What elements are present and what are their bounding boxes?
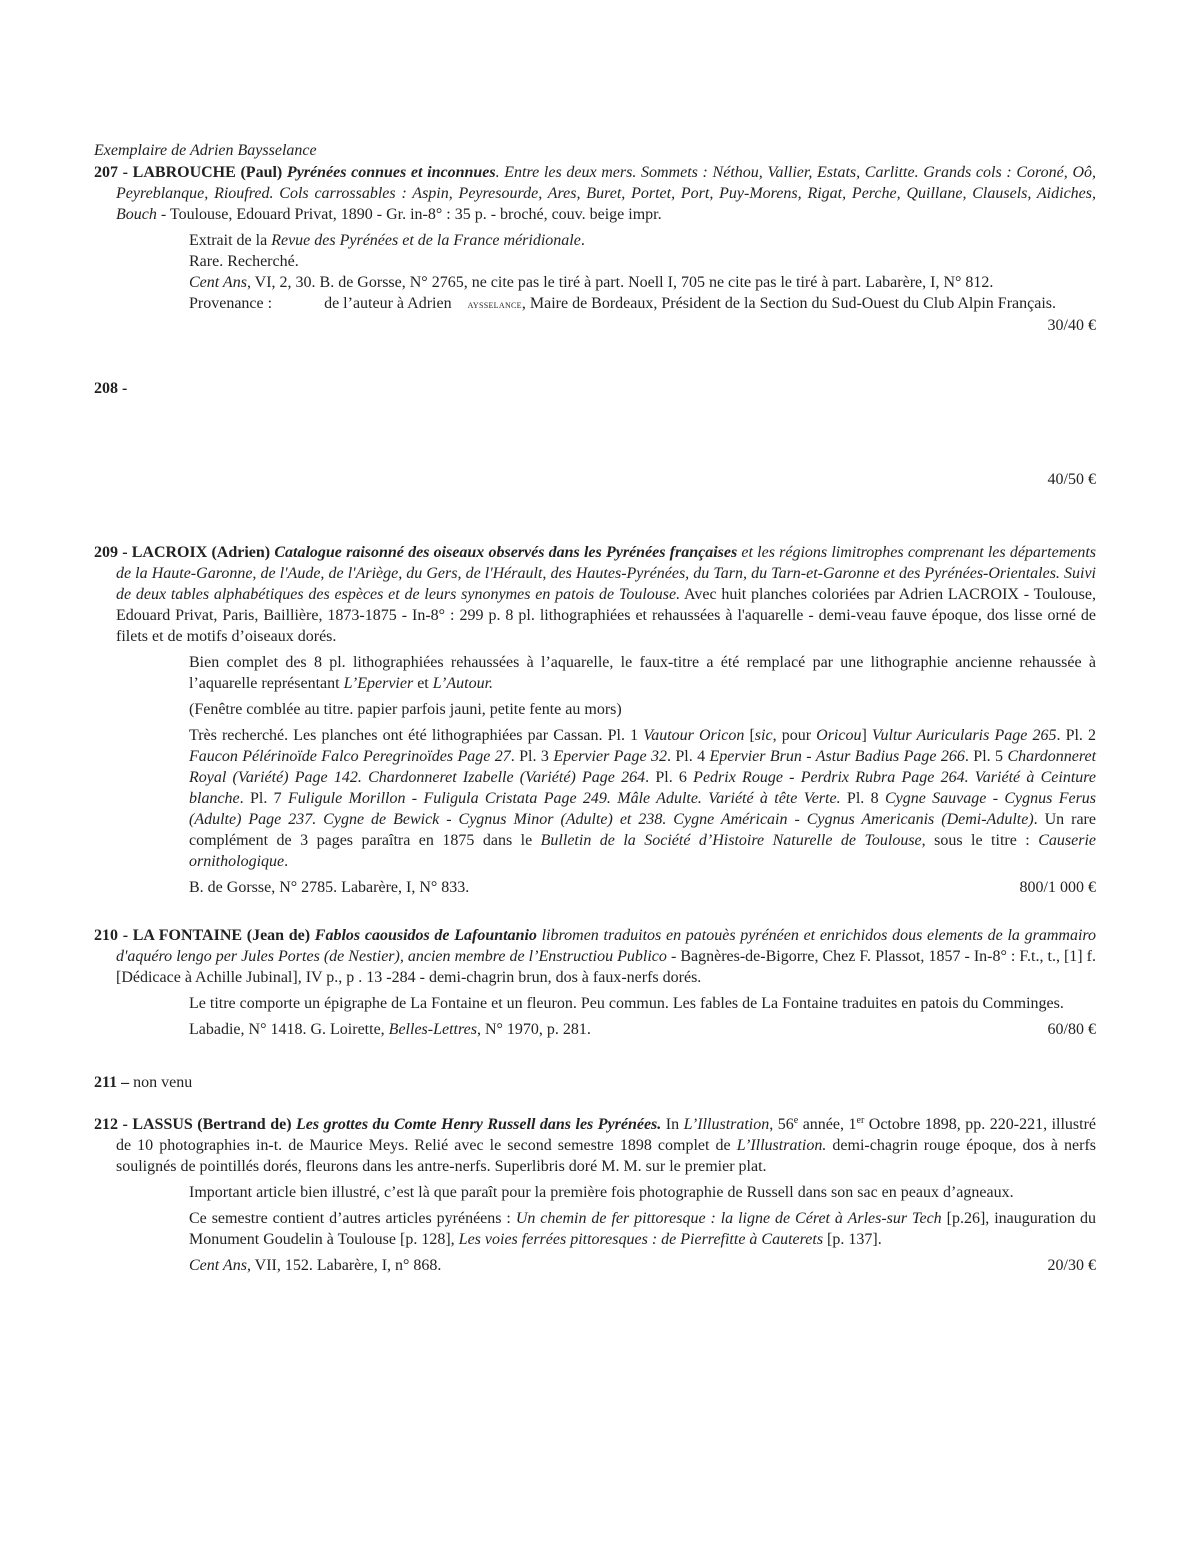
lot-bibliography: Cent Ans, VII, 152. Labarère, I, n° 868. <box>189 1257 442 1274</box>
lot-price: 30/40 € <box>1047 317 1096 334</box>
lot-plates-description: Très recherché. Les planches ont été lithographiées par Cassan. Pl. 1 Vautour Oricon [sic, pour Oricou] Vultur Auricularis Page 265. Pl. 2 Faucon Pélérinoïde Falco Peregrinoïdes Page 27. Pl. 3 Epervier Page 32. Pl. 4 Epervier Brun - Astur Badius Page 266. Pl. 5 Chardonneret Royal (Variété) Page 142. Chardonneret Izabelle (Variété) Page 264. Pl. 6 Pedrix Rouge - Perdrix Rubra Page 264. Variété à Ceinture blanche. Pl. 7 Fuligule Morillon - Fuligula Cristata Page 249. Mâle Adulte. Variété à tête Verte. Pl. 8 Cygne Sauvage - Cygnus Ferus (Adulte) Page 237. Cygne de Bewick - Cygnus Minor (Adulte) et 238. Cygne Américain - Cygnus Americanis (Demi-Adulte). Un rare complément de 3 pages paraîtra en 1875 dans le Bulletin de la Société d’Histoire Naturelle de Toulouse, sous le titre : Causerie ornithologique. <box>189 727 1097 870</box>
lot-note: Ce semestre contient d’autres articles pyrénéens : Un chemin de fer pittoresque : la ligne de Céret à Arles-sur Tech [p.26], inauguration du Monument Goudelin à Toulouse [p. 128], Les voies ferrées pittoresques : de Pierrefitte à Cauterets [p. 137]. <box>189 1210 1096 1248</box>
lot-title: Fablos caousidos de Lafountanio <box>314 927 537 944</box>
lot-author: LABROUCHE (Paul) <box>132 164 283 181</box>
lot-number: 207 - LABROUCHE (Paul) <box>94 164 283 181</box>
lot-bibliography: B. de Gorsse, N° 2785. Labarère, I, N° 833. <box>189 879 470 896</box>
lot-price: 800/1 000 € <box>1019 879 1096 896</box>
lot-status: non venu <box>133 1074 193 1091</box>
lot-note: Extrait de la Revue des Pyrénées et de la France méridionale. <box>189 232 585 249</box>
lot-bibliography: Labadie, N° 1418. G. Loirette, Belles-Lettres, N° 1970, p. 281. <box>189 1021 591 1038</box>
lot-210 <box>94 925 1096 1040</box>
lot-imprint: Avec huit planches coloriées par Adrien LACROIX - Toulouse, Edouard Privat, Paris, Baillière, 1873-1875 - In-8° : 299 p. 8 pl. lithographiées et rehaussées à l'aquarelle - demi-veau fauve époque, dos lisse orné de filets et de motifs d’oiseaux dorés. <box>116 586 1096 645</box>
lot-imprint: - Toulouse, Edouard Privat, 1890 - Gr. in-8° : 35 p. - broché, couv. beige impr. <box>156 206 662 223</box>
lot-212 <box>94 1114 1096 1276</box>
lot-number: 208 <box>94 380 118 397</box>
lot-price: 40/50 € <box>1047 471 1096 488</box>
lot-208-heading: 208 - <box>94 380 128 397</box>
lot-provenance: Provenance : de l’auteur à Adrien aysselance, Maire de Bordeaux, Président de la Section du Sud-Ouest du Club Alpin Français. <box>189 295 1056 312</box>
lot-number: 210 - LA FONTAINE (Jean de) <box>94 927 311 944</box>
lot-condition: (Fenêtre comblée au titre. papier parfois jauni, petite fente au mors) <box>189 701 622 718</box>
lot-207-heading <box>94 162 1096 225</box>
lot-212-footer <box>189 1255 1096 1276</box>
lot-number: 212 - LASSUS (Bertrand de) <box>94 1116 292 1133</box>
lot-209-heading <box>94 542 1096 647</box>
lot-author: LACROIX (Adrien) <box>131 544 271 561</box>
lot-207 <box>94 162 1096 336</box>
lot-title: Catalogue raisonné des oiseaux observés dans les Pyrénées françaises <box>274 544 738 561</box>
lot-title: Pyrénées connues et inconnues <box>286 164 496 181</box>
lot-212-heading: 212 - LASSUS (Bertrand de) Les grottes du Comte Henry Russell dans les Pyrénées. In L’Illustration, 56e année, 1er Octobre 1898, pp. 220-221, illustré de 10 photographies in-t. de Maurice Meys. Relié avec le second semestre 1898 complet de L’Illustration. demi-chagrin rouge époque, dos à nerfs soulignés de pointillés dorés, fleurons dans les antre-nerfs. Superlibris doré M. M. sur le premier plat. <box>94 1115 1097 1175</box>
lot-209-footer <box>189 877 1096 898</box>
lot-author: LASSUS (Bertrand de) <box>132 1116 292 1133</box>
lot-number: 211 <box>94 1074 118 1091</box>
lot-note: Important article bien illustré, c’est là que paraît pour la première fois photographie de Russell dans son sac en peaux d’agneaux. <box>189 1184 1014 1201</box>
lot-208 <box>94 378 1096 490</box>
lot-210-footer <box>189 1019 1096 1040</box>
lot-210-heading <box>94 925 1096 988</box>
lot-note: Rare. Recherché. <box>189 253 299 270</box>
lot-note: Bien complet des 8 pl. lithographiées rehaussées à l’aquarelle, le faux-titre a été remplacé par une lithographie ancienne rehaussée à l’aquarelle représentant L’Epervier et L’Autour. <box>189 654 1096 692</box>
lot-210-notes <box>189 993 1096 1040</box>
lot-211 <box>94 1072 1096 1093</box>
lot-subtitle: et les régions limitrophes comprenant les départements de la Haute-Garonne, de l'Aude, de l'Ariège, du Gers, de l'Hérault, des Hautes-Pyrénées, du Tarn, du Tarn-et-Garonne et des Pyrénées-Orientales. Suivi de deux tables alphabétiques des espèces et de leurs synonymes en patois de Toulouse. <box>116 544 1097 603</box>
lot-note: Le titre comporte un épigraphe de La Fontaine et un fleuron. Peu commun. Les fables de La Fontaine traduites en patois du Comminges. <box>189 995 1064 1012</box>
lot-price: 20/30 € <box>1047 1257 1096 1274</box>
lot-209 <box>94 542 1096 898</box>
lot-subtitle: libromen traduitos en patouès pyrénéen et enrichidos dous elements de la grammairo d'aquéro lengo per Jules Portes (de Nestier), ancien membre de l’Enstructiou Publico <box>116 927 1097 965</box>
lot-207-notes <box>189 230 1096 336</box>
lot-bibliography: Cent Ans, VI, 2, 30. B. de Gorsse, N° 2765, ne cite pas le tiré à part. Noell I, 705 ne cite pas le tiré à part. Labarère, I, N° 812. <box>189 274 994 291</box>
lot-title: Les grottes du Comte Henry Russell dans les Pyrénées. <box>296 1116 662 1133</box>
lot-number: 209 - LACROIX (Adrien) <box>94 544 271 561</box>
catalogue-page <box>94 140 1096 1276</box>
lot-211-heading: 211 – non venu <box>94 1074 193 1091</box>
lot-author: LA FONTAINE (Jean de) <box>132 927 311 944</box>
lot-imprint: - Bagnères-de-Bigorre, Chez F. Plassot, 1857 - In-8° : F.t., t., [1] f.[Dédicace à Achille Jubinal], IV p., p . 13 -284 - demi-chagrin brun, dos à faux-nerfs dorés. <box>116 948 1096 986</box>
lot-209-notes <box>189 652 1096 898</box>
lot-price: 60/80 € <box>1047 1021 1096 1038</box>
provenance-intro: Exemplaire de Adrien Baysselance <box>94 142 317 159</box>
lot-212-notes <box>189 1182 1096 1276</box>
lot-subtitle: . Entre les deux mers. Sommets : Néthou, Vallier, Estats, Carlitte. Grands cols : Coroné, Oô, Peyreblanque, Rioufred. Cols carrossables : Aspin, Peyresourde, Ares, Buret, Portet, Port, Puy-Morens, Rigat, Perche, Quillane, Clausels, Aidiches, Bouch <box>116 164 1097 223</box>
